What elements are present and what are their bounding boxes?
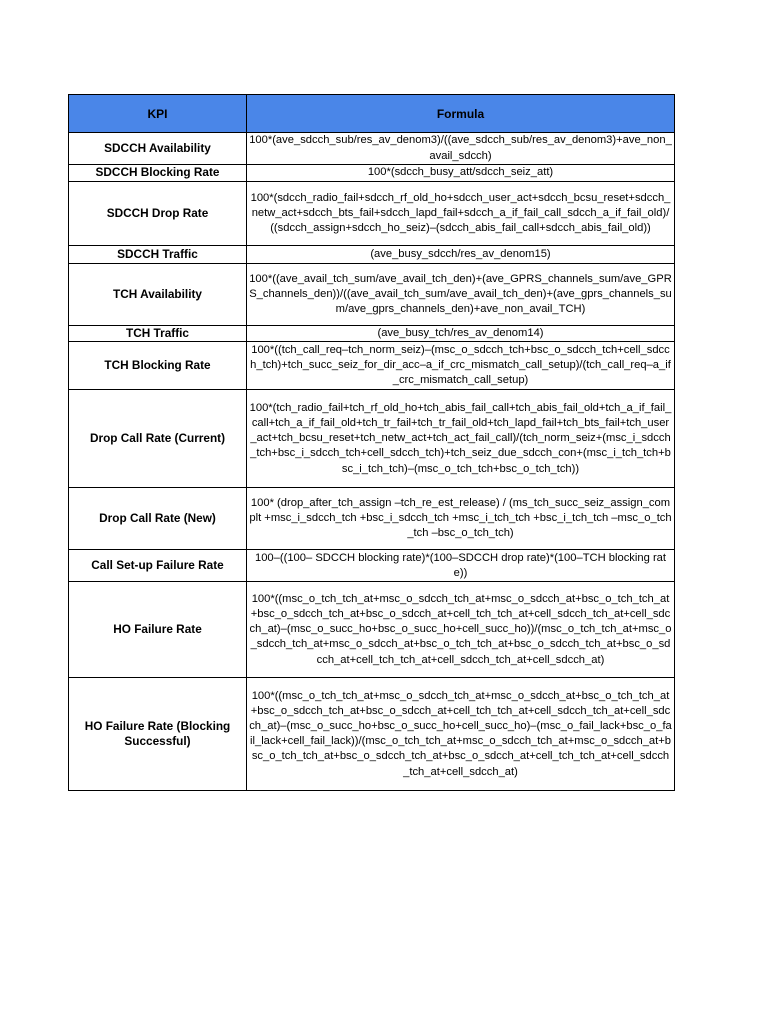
- table-row: [69, 165, 675, 182]
- kpi-name: TCH Availability: [69, 264, 247, 326]
- table-row: [69, 678, 675, 791]
- kpi-name: SDCCH Blocking Rate: [69, 165, 247, 182]
- kpi-formula: 100* (drop_after_tch_assign –tch_re_est_release) / (ms_tch_succ_seiz_assign_complt +msc_i_sdcch_tch +bsc_i_sdcch_tch +msc_i_tch_tch +bsc_i_tch_tch –msc_o_tch_tch –bsc_o_tch_tch): [247, 488, 675, 550]
- header-kpi: KPI: [69, 95, 247, 133]
- table-row: [69, 246, 675, 264]
- table-row: [69, 550, 675, 582]
- kpi-name: HO Failure Rate (Blocking Successful): [69, 678, 247, 791]
- kpi-name: SDCCH Drop Rate: [69, 182, 247, 246]
- table-row: [69, 342, 675, 390]
- kpi-formula: 100–((100– SDCCH blocking rate)*(100–SDCCH drop rate)*(100–TCH blocking rate)): [247, 550, 675, 582]
- table-row: [69, 326, 675, 342]
- kpi-formula: 100*((msc_o_tch_tch_at+msc_o_sdcch_tch_at+msc_o_sdcch_at+bsc_o_tch_tch_at+bsc_o_sdcch_tch_at+bsc_o_sdcch_at+cell_tch_tch_at+cell_sdcch_tch_at+cell_sdcch_at)–(msc_o_succ_ho+bsc_o_succ_ho+cell_succ_ho)–(msc_o_fail_lack+bsc_o_fail_lack+cell_fail_lack))/(msc_o_tch_tch_at+msc_o_sdcch_tch_at+msc_o_sdcch_at+bsc_o_tch_tch_at+bsc_o_sdcch_tch_at+bsc_o_sdcch_at+cell_tch_tch_at+cell_sdcch_tch_at+cell_sdcch_at): [247, 678, 675, 791]
- table-row: [69, 182, 675, 246]
- kpi-formula: 100*(sdcch_busy_att/sdcch_seiz_att): [247, 165, 675, 182]
- kpi-name: SDCCH Traffic: [69, 246, 247, 264]
- kpi-formula: 100*(sdcch_radio_fail+sdcch_rf_old_ho+sdcch_user_act+sdcch_bcsu_reset+sdcch_netw_act+sdcch_bts_fail+sdcch_lapd_fail+sdcch_a_if_fail_call_sdcch_a_if_fail_old)/((sdcch_assign+sdcch_ho_seiz)–(sdcch_abis_fail_call+sdcch_abis_fail_old)): [247, 182, 675, 246]
- kpi-name: Drop Call Rate (Current): [69, 390, 247, 488]
- table-row: [69, 264, 675, 326]
- kpi-name: SDCCH Availability: [69, 133, 247, 165]
- kpi-formula: 100*((ave_avail_tch_sum/ave_avail_tch_den)+(ave_GPRS_channels_sum/ave_GPRS_channels_den))/((ave_avail_tch_sum/ave_avail_tch_den)+(ave_gprs_channels_sum/ave_gprs_channels_den)+ave_non_avail_TCH): [247, 264, 675, 326]
- kpi-name: Call Set-up Failure Rate: [69, 550, 247, 582]
- kpi-formula: (ave_busy_tch/res_av_denom14): [247, 326, 675, 342]
- table-row: [69, 488, 675, 550]
- table-header-row: [69, 95, 675, 133]
- kpi-name: TCH Traffic: [69, 326, 247, 342]
- kpi-formula: 100*((msc_o_tch_tch_at+msc_o_sdcch_tch_at+msc_o_sdcch_at+bsc_o_tch_tch_at+bsc_o_sdcch_tch_at+bsc_o_sdcch_at+cell_tch_tch_at+cell_sdcch_tch_at+cell_sdcch_at)–(msc_o_succ_ho+bsc_o_succ_ho+cell_succ_ho))/(msc_o_tch_tch_at+msc_o_sdcch_tch_at+msc_o_sdcch_at+bsc_o_tch_tch_at+bsc_o_sdcch_tch_at+bsc_o_sdcch_at+cell_tch_tch_at+cell_sdcch_tch_at+cell_sdcch_at): [247, 582, 675, 678]
- kpi-name: TCH Blocking Rate: [69, 342, 247, 390]
- kpi-formula-table: [68, 94, 675, 791]
- kpi-formula: 100*((tch_call_req–tch_norm_seiz)–(msc_o_sdcch_tch+bsc_o_sdcch_tch+cell_sdcch_tch)+tch_succ_seiz_for_dir_acc–a_if_crc_mismatch_call_setup)/(tch_call_req–a_if_crc_mismatch_call_setup): [247, 342, 675, 390]
- kpi-formula: (ave_busy_sdcch/res_av_denom15): [247, 246, 675, 264]
- table-row: [69, 582, 675, 678]
- header-formula: Formula: [247, 95, 675, 133]
- table-row: [69, 390, 675, 488]
- kpi-name: Drop Call Rate (New): [69, 488, 247, 550]
- kpi-formula: 100*(tch_radio_fail+tch_rf_old_ho+tch_abis_fail_call+tch_abis_fail_old+tch_a_if_fail_call+tch_a_if_fail_old+tch_tr_fail+tch_tr_fail_old+tch_lapd_fail+tch_bts_fail+tch_user_act+tch_bcsu_reset+tch_netw_act+tch_act_fail_call)/(tch_norm_seiz+(msc_i_sdcch_tch+bsc_i_sdcch_tch+cell_sdcch_tch)+tch_seiz_due_sdcch_con+(msc_i_tch_tch+bsc_i_tch_tch)–(msc_o_tch_tch+bsc_o_tch_tch)): [247, 390, 675, 488]
- table-row: [69, 133, 675, 165]
- kpi-name: HO Failure Rate: [69, 582, 247, 678]
- kpi-formula: 100*(ave_sdcch_sub/res_av_denom3)/((ave_sdcch_sub/res_av_denom3)+ave_non_avail_sdcch): [247, 133, 675, 165]
